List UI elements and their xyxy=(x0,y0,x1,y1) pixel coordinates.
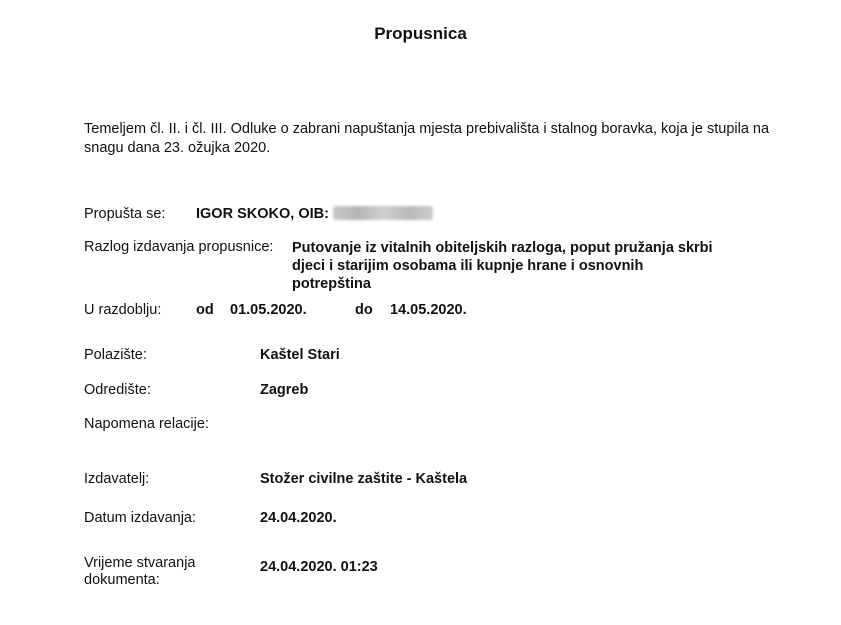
do-label: do xyxy=(355,302,373,318)
propusta-value xyxy=(196,205,433,223)
datum-label: Datum izdavanja: xyxy=(84,510,197,526)
propusta-label: Propušta se: xyxy=(84,206,166,222)
izdavatelj-label: Izdavatelj: xyxy=(84,471,150,487)
propusta-name-oib: IGOR SKOKO, OIB: xyxy=(196,206,329,222)
razlog-label: Razlog izdavanja propusnice: xyxy=(84,239,274,255)
datum-value: 24.04.2020. xyxy=(260,510,337,526)
polaziste-value: Kaštel Stari xyxy=(260,347,340,363)
razdoblje-label: U razdoblju: xyxy=(84,302,162,318)
vrijeme-value: 24.04.2020. 01:23 xyxy=(260,559,378,575)
odrediste-value: Zagreb xyxy=(260,382,309,398)
do-value: 14.05.2020. xyxy=(390,302,467,318)
izdavatelj-value: Stožer civilne zaštite - Kaštela xyxy=(260,471,468,487)
razlog-value: Putovanje iz vitalnih obiteljskih razloga, poput pružanja skrbi djeci i starijim osobama ili kupnje hrane i osnovnih potrepština xyxy=(292,240,713,292)
vrijeme-label-line1: Vrijeme stvaranja xyxy=(84,555,196,571)
redacted-oib xyxy=(333,206,433,220)
napomena-label: Napomena relacije: xyxy=(84,416,209,432)
document-title: Propusnica xyxy=(374,24,467,43)
od-value: 01.05.2020. xyxy=(230,302,307,318)
vrijeme-label-line2: dokumenta: xyxy=(84,572,160,588)
od-label: od xyxy=(196,302,214,318)
polaziste-label: Polazište: xyxy=(84,347,147,363)
intro-paragraph: Temeljem čl. II. i čl. III. Odluke o zabrani napuštanja mjesta prebivališta i stalnog boravka, koja je stupila na snagu dana 23. ožujka 2020. xyxy=(84,121,770,156)
odrediste-label: Odredište: xyxy=(84,382,151,398)
